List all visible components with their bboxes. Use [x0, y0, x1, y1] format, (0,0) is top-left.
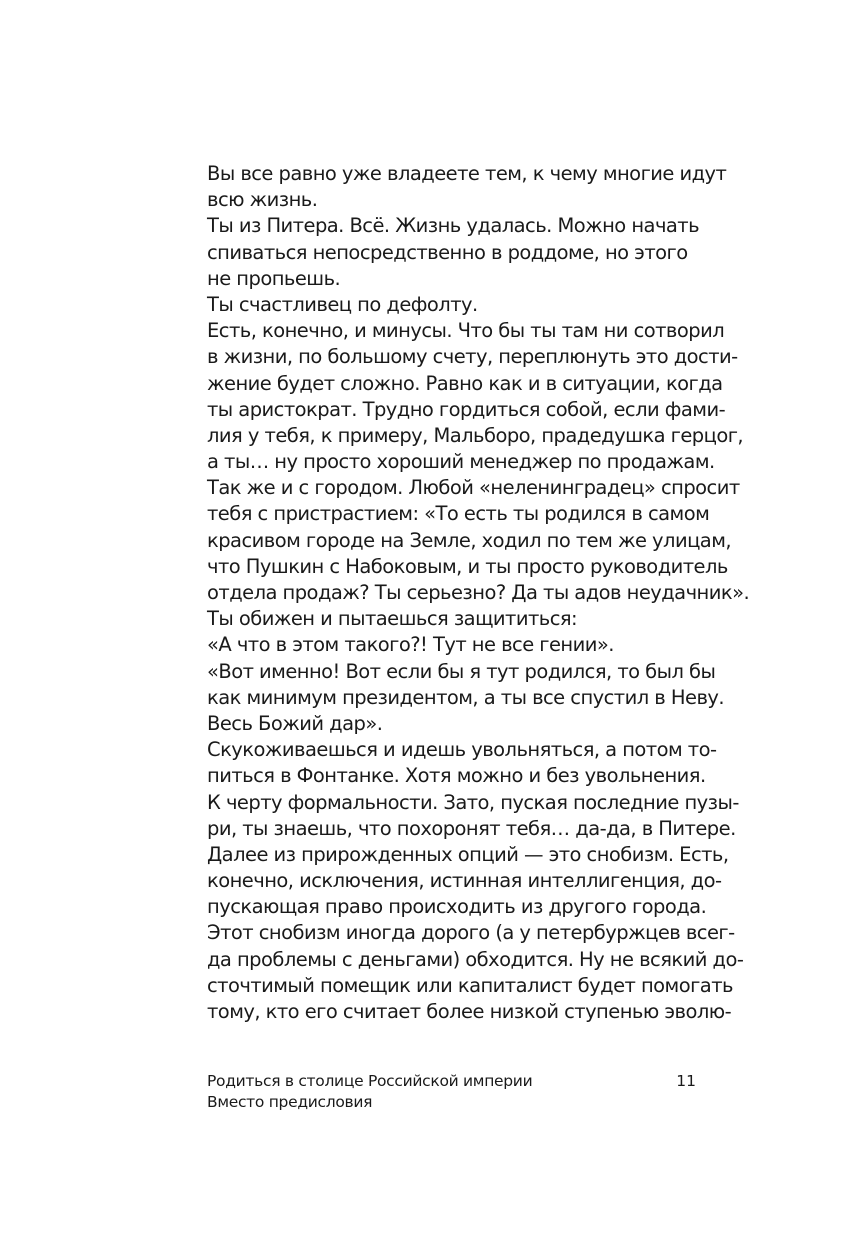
- body-text-line: жение будет сложно. Равно как и в ситуации, когда: [207, 371, 723, 395]
- body-text-line: Ты из Питера. Всё. Жизнь удалась. Можно начать: [207, 214, 700, 238]
- body-text-line: отдела продаж? Ты серьезно? Да ты адов неудачник».: [207, 581, 750, 604]
- body-text-line: Ты счастливец по дефолту.: [207, 292, 478, 316]
- body-text-line: красивом городе на Земле, ходил по тем же улицам,: [207, 528, 732, 552]
- body-text-line: ты аристократ. Трудно гордиться собой, если фами-: [207, 397, 726, 421]
- body-text-line: Так же и с городом. Любой «неленинградец» спросит: [207, 476, 740, 500]
- body-text-line: спиваться непосредственно в роддоме, но этого: [207, 240, 688, 264]
- body-text-line: лия у тебя, к примеру, Мальборо, прадедушка герцог,: [207, 423, 744, 447]
- body-text: [207, 161, 750, 1025]
- body-text-line: Ты обижен и пытаешься защититься:: [207, 607, 578, 631]
- body-text-line: а ты… ну просто хороший менеджер по продажам.: [207, 450, 715, 474]
- body-text-line: Вы все равно уже владеете тем, к чему многие идут: [207, 162, 727, 185]
- body-text-line: сточтимый помещик или капиталист будет помогать: [207, 973, 733, 997]
- body-text-line: что Пушкин с Набоковым, и ты просто руководитель: [207, 554, 728, 578]
- body-text-line: Этот снобизм иногда дорого (а у петербуржцев всег-: [207, 921, 735, 945]
- body-text-line: в жизни, по большому счету, переплюнуть это дости-: [207, 345, 738, 369]
- running-footer: [207, 1071, 697, 1113]
- body-text-line: как минимум президентом, а ты все спустил в Неву.: [207, 685, 725, 709]
- body-text-line: Весь Божий дар».: [207, 711, 383, 735]
- running-title-chapter: Родиться в столице Российской империи: [207, 1072, 533, 1090]
- body-text-line: тому, кто его считает более низкой ступенью эволю-: [207, 1000, 732, 1023]
- page-number: 11: [676, 1072, 696, 1090]
- body-text-line: тебя с пристрастием: «То есть ты родился в самом: [207, 502, 710, 526]
- body-text-line: Далее из прирожденных опций — это снобизм. Есть,: [207, 842, 729, 866]
- body-text-line: да проблемы с деньгами) обходится. Ну не всякий до-: [207, 947, 744, 971]
- body-text-line: «А что в этом такого?! Тут не все гении».: [207, 633, 614, 657]
- body-text-line: К черту формальности. Зато, пуская последние пузы-: [207, 790, 739, 814]
- body-text-line: ри, ты знаешь, что похоронят тебя… да-да, в Питере.: [207, 816, 736, 840]
- body-text-line: пускающая право происходить из другого города.: [207, 895, 707, 919]
- body-text-line: Скукоживаешься и идешь увольняться, а потом то-: [207, 738, 717, 762]
- body-text-line: конечно, исключения, истинная интеллигенция, до-: [207, 869, 722, 893]
- body-text-line: не пропьешь.: [207, 266, 341, 290]
- body-text-line: всю жизнь.: [207, 188, 318, 212]
- running-title-section: Вместо предисловия: [207, 1093, 373, 1111]
- body-text-line: питься в Фонтанке. Хотя можно и без увольнения.: [207, 764, 706, 788]
- body-text-line: Есть, конечно, и минусы. Что бы ты там ни сотворил: [207, 319, 725, 343]
- body-text-line: «Вот именно! Вот если бы я тут родился, то был бы: [207, 659, 716, 683]
